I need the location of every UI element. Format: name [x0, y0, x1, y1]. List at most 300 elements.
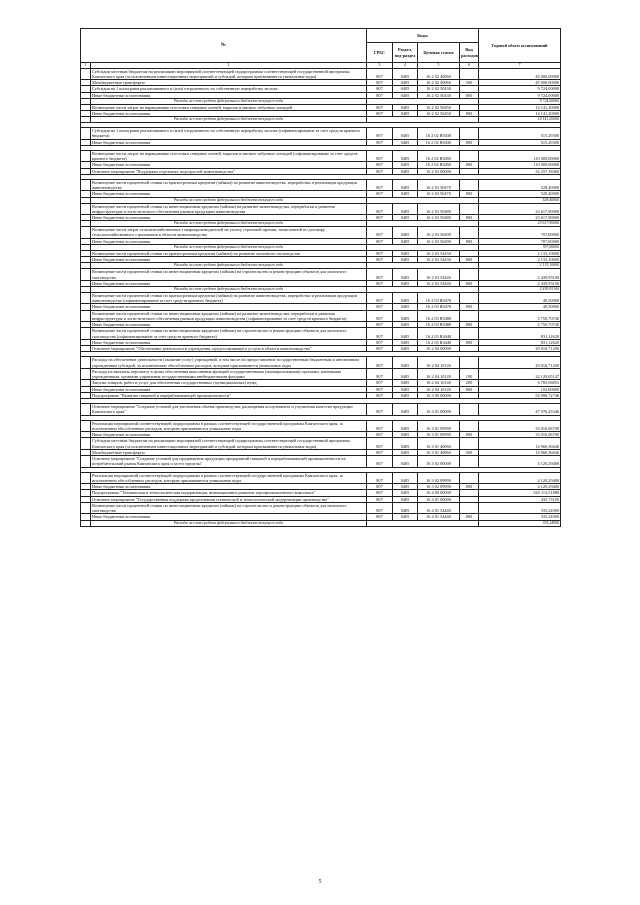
row-amount: 45 000,00000 — [479, 68, 561, 80]
row-amount: 528,40000 — [479, 179, 561, 191]
row-expense-type: 500 — [460, 449, 479, 455]
row-name: Иные бюджетные ассигнования — [91, 111, 367, 117]
row-section: 0405 — [393, 304, 418, 310]
row-amount: 32 257,18460 — [479, 168, 561, 174]
row-section: 0405 — [393, 386, 418, 392]
page-number: 5 — [318, 879, 322, 885]
row-grbs: 807 — [367, 150, 393, 162]
row-amount: 707,00000 — [479, 238, 561, 244]
row-amount: 9 724,00000 — [479, 92, 561, 98]
table-row — [81, 292, 561, 304]
row-name: Реализация мероприятий соответствующей подпрограммы в рамках соответствующей государственной программы Камчатского края, за исключением обособленных расходов, которым присваиваются уникальные коды — [91, 420, 367, 432]
row-expense-type: 100 — [460, 368, 479, 380]
row-amount: 45 000,00000 — [479, 80, 561, 86]
row-target-article: 16 2 02 40060 — [418, 68, 460, 80]
row-section: 0405 — [393, 368, 418, 380]
row-name: Основное мероприятие "Создание условий для увеличения объема производства, расширения ассортимента и улучшения качества продукции Камчатского края" — [91, 404, 367, 416]
row-expense-type — [460, 269, 479, 281]
header-grbs: ГРБС — [367, 43, 393, 63]
note-label: Расходы за счет средств федерального бюджета текущего года — [91, 117, 367, 123]
row-section: 0405 — [393, 496, 418, 502]
row-expense-type: 800 — [460, 111, 479, 117]
row-name: Основное мероприятие "Обеспечение деятельности учреждения, предоставляющего услуги в области животноводства" — [91, 346, 367, 352]
row-grbs: 807 — [367, 472, 393, 484]
row-section: 0405 — [393, 490, 418, 496]
row-amount: 33 016,06700 — [479, 420, 561, 432]
row-target-article: 16 2 03 50490 — [418, 227, 460, 239]
row-target-article: 16 2 02 50430 — [418, 92, 460, 98]
row-section: 0405 — [393, 162, 418, 168]
row-section: 0405 — [393, 111, 418, 117]
table-row — [81, 502, 561, 514]
row-expense-type — [460, 128, 479, 140]
col-num-5: 5 — [418, 63, 460, 69]
row-amount: 14 960,36646 — [479, 438, 561, 450]
row-grbs: 807 — [367, 168, 393, 174]
federal-budget-note-row — [81, 520, 561, 526]
col-num-6: 6 — [460, 63, 479, 69]
table-row — [81, 128, 561, 140]
row-grbs: 807 — [367, 292, 393, 304]
note-amount: 14 141,20000 — [479, 117, 561, 123]
row-grbs: 807 — [367, 250, 393, 256]
row-section: 0405 — [393, 328, 418, 340]
budget-document — [80, 28, 560, 527]
table-row — [81, 472, 561, 484]
row-section: 0405 — [393, 191, 418, 197]
row-section: 0405 — [393, 472, 418, 484]
row-section: 0405 — [393, 456, 418, 468]
row-section: 0405 — [393, 449, 418, 455]
row-target-article: 16 2 02 R0450 — [418, 150, 460, 162]
row-name: Расходы на обеспечение деятельности (оказание услуг) учреждений, в том числе на предоставление государственным бюджетным и автономным учреждениям субсидий, за исключением обособленных расходов, которым присваиваются уникальные коды — [91, 357, 367, 369]
table-row — [81, 179, 561, 191]
row-name: Иные бюджетные ассигнования — [91, 139, 367, 145]
row-section: 0405 — [393, 420, 418, 432]
row-number-cell — [81, 438, 91, 450]
row-name: Иные бюджетные ассигнования — [91, 215, 367, 221]
row-target-article: 16 2 04 10140 — [418, 386, 460, 392]
row-grbs: 807 — [367, 490, 393, 496]
row-section: 0405 — [393, 238, 418, 244]
col-num-4: 4 — [393, 63, 418, 69]
row-expense-type — [460, 310, 479, 322]
row-name: Иные бюджетные ассигнования — [91, 191, 367, 197]
row-amount: 2 133,10000 — [479, 250, 561, 256]
row-section: 0405 — [393, 310, 418, 322]
row-grbs: 807 — [367, 203, 393, 215]
row-amount: 110 000,00000 — [479, 162, 561, 168]
row-expense-type: 800 — [460, 484, 479, 490]
header-annual-volume: Годовой объем ассигнований — [479, 29, 561, 63]
row-amount: 435,73100 — [479, 496, 561, 502]
row-grbs: 807 — [367, 496, 393, 502]
row-target-article: 16 3 01 00000 — [418, 404, 460, 416]
row-amount: 14 960,36646 — [479, 449, 561, 455]
row-grbs: 807 — [367, 111, 393, 117]
row-target-article: 16 2 02 50450 — [418, 111, 460, 117]
row-grbs: 807 — [367, 227, 393, 239]
row-grbs: 807 — [367, 280, 393, 286]
row-section: 0405 — [393, 438, 418, 450]
note-label: Расходы за счет средств федерального бюджета текущего года — [91, 520, 367, 526]
row-section: 0405 — [393, 128, 418, 140]
row-section: 0405 — [393, 322, 418, 328]
row-grbs: 807 — [367, 484, 393, 490]
table-row — [81, 456, 561, 468]
row-grbs: 807 — [367, 128, 393, 140]
row-target-article: 16 3 01 40060 — [418, 449, 460, 455]
row-number-cell — [81, 404, 91, 416]
note-label: Расходы за счет средств федерального бюджета текущего года — [91, 221, 367, 227]
row-amount: 528,40000 — [479, 191, 561, 197]
row-expense-type — [460, 203, 479, 215]
row-amount: 29 016,71200 — [479, 357, 561, 369]
row-name: Иные бюджетные ассигнования — [91, 304, 367, 310]
row-grbs: 807 — [367, 386, 393, 392]
row-amount: 3 750,70740 — [479, 310, 561, 322]
note-label: Расходы за счет средств федерального бюджета текущего года — [91, 287, 367, 293]
row-target-article: 16 2 02 R0430 — [418, 128, 460, 140]
row-expense-type: 800 — [460, 339, 479, 345]
row-section: 0405 — [393, 203, 418, 215]
row-target-article: 16 3 02 00000 — [418, 456, 460, 468]
row-section: 0405 — [393, 502, 418, 514]
row-grbs: 807 — [367, 346, 393, 352]
row-target-article: 16 2 02 R0430 — [418, 139, 460, 145]
row-name: Иные бюджетные ассигнования — [91, 339, 367, 345]
row-expense-type — [460, 227, 479, 239]
row-section: 0405 — [393, 86, 418, 92]
row-name: Субсидия на 1 килограмм реализованного и (или) отгруженного на собственную переработку молока — [91, 86, 367, 92]
row-amount: 515,29300 — [479, 139, 561, 145]
note-label: Расходы за счет средств федерального бюджета текущего года — [91, 244, 367, 250]
row-amount: 4 120,29400 — [479, 472, 561, 484]
row-number-cell — [81, 128, 91, 140]
row-number-cell — [81, 203, 91, 215]
row-section: 0405 — [393, 104, 418, 110]
table-header — [81, 29, 561, 69]
row-grbs: 807 — [367, 438, 393, 450]
row-amount: 831,12620 — [479, 339, 561, 345]
row-target-article: 16 3 02 09990 — [418, 472, 460, 484]
row-grbs: 807 — [367, 502, 393, 514]
row-name: Возмещение части процентной ставки по инвестиционным кредитам (займам) на строительство и реконструкцию объектов для молочного скотоводства — [91, 502, 367, 514]
table-row — [81, 368, 561, 380]
row-expense-type — [460, 357, 479, 369]
row-grbs: 807 — [367, 328, 393, 340]
table-row — [81, 227, 561, 239]
row-amount: 49,50000 — [479, 304, 561, 310]
row-grbs: 807 — [367, 269, 393, 281]
row-name: Иные бюджетные ассигнования — [91, 238, 367, 244]
row-section: 0405 — [393, 92, 418, 98]
row-amount: 831,12620 — [479, 328, 561, 340]
row-grbs: 807 — [367, 257, 393, 263]
table-row — [81, 150, 561, 162]
header-codes: Коды — [367, 29, 479, 43]
row-number-cell — [81, 456, 91, 468]
row-target-article: 16 2 03 00000 — [418, 168, 460, 174]
row-name: Возмещение части затрат на наращивание поголовья северных оленей, маралов и мясных табунных лошадей — [91, 104, 367, 110]
row-grbs: 807 — [367, 86, 393, 92]
row-number-cell — [81, 328, 91, 340]
row-grbs: 807 — [367, 162, 393, 168]
row-name: Возмещение части процентной ставки по краткосрочным кредитам (займам) на развитие животноводства, переработки и реализации продукции животноводства — [91, 179, 367, 191]
row-name: Иные бюджетные ассигнования — [91, 322, 367, 328]
row-grbs: 807 — [367, 456, 393, 468]
row-expense-type — [460, 150, 479, 162]
row-grbs: 807 — [367, 92, 393, 98]
row-target-article: 16 2 03 50480 — [418, 203, 460, 215]
row-target-article: 16 2 03 50480 — [418, 215, 460, 221]
header-section: Раздел, под-раздел — [393, 43, 418, 63]
row-section: 0405 — [393, 339, 418, 345]
row-amount: 47 976,43346 — [479, 404, 561, 416]
row-name: Субсидии местным бюджетам на реализацию мероприятий соответствующей подпрограммы соответствующей государственной программы Камчатского края (за исключением инвестиционных мероприятий и субсидий, которым присваиваются уникальные коды) — [91, 68, 367, 80]
row-expense-type: 800 — [460, 386, 479, 392]
row-grbs: 807 — [367, 238, 393, 244]
row-section: 0405 — [393, 514, 418, 520]
table-row — [81, 328, 561, 340]
row-number-cell — [81, 502, 91, 514]
table-row — [81, 438, 561, 450]
row-section: 0405 — [393, 432, 418, 438]
row-amount: 2 133,10000 — [479, 257, 561, 263]
row-section: 0405 — [393, 269, 418, 281]
row-expense-type: 800 — [460, 238, 479, 244]
row-number-cell — [81, 310, 91, 322]
table-row — [81, 420, 561, 432]
row-number-cell — [81, 150, 91, 162]
row-amount: 345 113,51888 — [479, 490, 561, 496]
col-num-7: 7 — [479, 63, 561, 69]
row-name: Основное мероприятие "Поддержка отдельных подотраслей животноводства" — [91, 168, 367, 174]
row-name: Иные бюджетные ассигнования — [91, 432, 367, 438]
row-grbs: 807 — [367, 514, 393, 520]
row-target-article: 16 3 01 09990 — [418, 432, 460, 438]
row-amount: 335,24900 — [479, 502, 561, 514]
row-target-article: 16 3 02 09990 — [418, 484, 460, 490]
row-target-article: 16 2 04 10140 — [418, 368, 460, 380]
row-expense-type: 800 — [460, 432, 479, 438]
row-number-cell — [81, 520, 91, 526]
row-target-article: 16 2 03 54430 — [418, 250, 460, 256]
row-name: Расходы на выплаты персоналу в целях обеспечения выполнения функций государственными (муниципальными) органами, казенными учреждениями, органами управления государственными внебюджетными фондами — [91, 368, 367, 380]
row-expense-type: 800 — [460, 139, 479, 145]
row-amount: 515,29300 — [479, 128, 561, 140]
row-target-article: 16 2 03 50490 — [418, 238, 460, 244]
row-target-article: 16 2 03 54440 — [418, 280, 460, 286]
row-grbs: 807 — [367, 432, 393, 438]
row-target-article: 16 4 01 00000 — [418, 496, 460, 502]
row-expense-type — [460, 68, 479, 80]
row-name: Межбюджетные трансферты — [91, 449, 367, 455]
row-name: Субсидия на 1 килограмм реализованного и (или) отгруженного на собственную переработку молока (софинансирование за счет средств краевого бюджета) — [91, 128, 367, 140]
row-section: 0405 — [393, 139, 418, 145]
note-label: Расходы за счет средств федерального бюджета текущего года — [91, 197, 367, 203]
row-target-article: 16 2 04 10140 — [418, 357, 460, 369]
row-expense-type: 800 — [460, 257, 479, 263]
row-expense-type — [460, 328, 479, 340]
row-target-article: 16 2 03 R0470 — [418, 304, 460, 310]
row-section: 0405 — [393, 250, 418, 256]
row-target-article: 16 4 00 00000 — [418, 490, 460, 496]
row-expense-type — [460, 472, 479, 484]
row-grbs: 807 — [367, 339, 393, 345]
budget-table — [80, 28, 561, 527]
row-grbs: 807 — [367, 449, 393, 455]
note-amount: 2 133,10000 — [479, 263, 561, 269]
row-section: 0405 — [393, 227, 418, 239]
row-name: Закупка товаров, работ и услуг для обеспечения государственных (муниципальных) нужд — [91, 380, 367, 386]
row-grbs: 807 — [367, 322, 393, 328]
row-target-article: 16 2 03 50470 — [418, 191, 460, 197]
header-expense-type: Вид расходов — [460, 43, 479, 63]
row-name: Возмещение части процентной ставки по инвестиционным кредитам (займам) на развитие животноводства, переработки и развития инфраструктуры и логистического обеспечения рынков продукции животноводства — [91, 203, 367, 215]
row-name: Подпрограмма "Техническая и технологическая модернизация, инновационное развитие агропромышленного комплекса" — [91, 490, 367, 496]
table-row — [81, 310, 561, 322]
row-name: Подпрограмма "Развитие пищевой и перерабатывающей промышленности" — [91, 392, 367, 398]
row-name: Возмещение части процентной ставки по инвестиционным кредитам (займам) на строительство и реконструкцию объектов для молочного скотоводства — [91, 269, 367, 281]
col-num-3: 3 — [367, 63, 393, 69]
row-expense-type — [460, 502, 479, 514]
row-name: Иные бюджетные ассигнования — [91, 280, 367, 286]
row-name: Иные бюджетные ассигнования — [91, 484, 367, 490]
row-amount: 14 141,20000 — [479, 111, 561, 117]
row-expense-type — [460, 420, 479, 432]
row-amount: 335,24900 — [479, 514, 561, 520]
row-target-article: 16 2 04 00000 — [418, 346, 460, 352]
table-row — [81, 68, 561, 80]
table-row — [81, 269, 561, 281]
row-grbs: 807 — [367, 392, 393, 398]
row-section: 0405 — [393, 280, 418, 286]
row-amount: 22 129,65147 — [479, 368, 561, 380]
row-grbs: 807 — [367, 357, 393, 369]
row-section: 0405 — [393, 80, 418, 86]
row-section: 0405 — [393, 346, 418, 352]
row-section: 0405 — [393, 484, 418, 490]
table-row — [81, 203, 561, 215]
row-grbs: 807 — [367, 380, 393, 386]
row-expense-type: 800 — [460, 322, 479, 328]
note-label: Расходы за счет средств федерального бюджета текущего года — [91, 263, 367, 269]
row-expense-type: 800 — [460, 514, 479, 520]
row-name: Возмещение части затрат на наращивание поголовья северных оленей, маралов и мясных табунных лошадей (софинансирование за счет средств краевого бюджета) — [91, 150, 367, 162]
row-target-article: 16 4 01 54440 — [418, 514, 460, 520]
row-target-article: 16 2 03 54440 — [418, 269, 460, 281]
row-expense-type: 800 — [460, 280, 479, 286]
row-amount: 3 750,70740 — [479, 322, 561, 328]
row-target-article: 16 2 03 R0480 — [418, 310, 460, 322]
row-name: Иные бюджетные ассигнования — [91, 386, 367, 392]
row-number-cell — [81, 292, 91, 304]
row-grbs: 807 — [367, 368, 393, 380]
row-amount: 2 439,95100 — [479, 280, 561, 286]
row-grbs: 807 — [367, 215, 393, 221]
row-number-cell — [81, 179, 91, 191]
note-amount: 2 439,95100 — [479, 287, 561, 293]
row-target-article: 16 3 01 09990 — [418, 420, 460, 432]
note-label: Расходы за счет средств федерального бюджета текущего года — [91, 98, 367, 104]
row-expense-type: 500 — [460, 80, 479, 86]
row-name: Основное мероприятие "Создание условий для продвижения продукции предприятий пищевой и перерабатывающей промышленности на потребительский рынок Камчатского края и за его пределы" — [91, 456, 367, 468]
row-amount: 9 724,00000 — [479, 86, 561, 92]
row-number-cell — [81, 269, 91, 281]
row-expense-type: 800 — [460, 162, 479, 168]
row-section: 0405 — [393, 168, 418, 174]
col-num-1: 1 — [81, 63, 91, 69]
row-amount: 6 785,06053 — [479, 380, 561, 386]
note-amount: 335,24900 — [479, 520, 561, 526]
row-amount: 4 120,29400 — [479, 456, 561, 468]
note-amount: 23 617,90000 — [479, 221, 561, 227]
row-amount: 102,00000 — [479, 386, 561, 392]
col-num-2: 2 — [91, 63, 367, 69]
row-section: 0405 — [393, 292, 418, 304]
row-grbs: 807 — [367, 420, 393, 432]
row-target-article: 16 2 02 R0450 — [418, 162, 460, 168]
row-target-article: 16 2 02 40060 — [418, 80, 460, 86]
row-grbs: 807 — [367, 139, 393, 145]
row-target-article: 16 2 03 50470 — [418, 179, 460, 191]
row-amount: 14 141,20000 — [479, 104, 561, 110]
row-name: Возмещение части процентной ставки по краткосрочным кредитам (займам) на развитие молочного скотоводства — [91, 250, 367, 256]
row-number-cell — [81, 357, 91, 369]
note-amount: 9 724,00000 — [479, 98, 561, 104]
row-target-article: 16 2 03 R0480 — [418, 322, 460, 328]
row-section: 0405 — [393, 68, 418, 80]
row-section: 0405 — [393, 380, 418, 386]
row-name: Возмещение части процентной ставки по инвестиционным кредитам (займам) на развитие животноводства, переработки и развития инфраструктуры и логистического обеспечения рынков продукции животноводства (софинансирование за счет средств краевого бюджета) — [91, 310, 367, 322]
row-amount: 4 120,29400 — [479, 484, 561, 490]
row-target-article: 16 2 03 R4440 — [418, 339, 460, 345]
header-target-article: Целевая статья — [418, 43, 460, 63]
row-target-article: 16 2 02 50450 — [418, 104, 460, 110]
table-row — [81, 357, 561, 369]
row-amount: 23 617,90000 — [479, 203, 561, 215]
row-target-article: 16 4 01 54440 — [418, 502, 460, 514]
row-grbs: 807 — [367, 304, 393, 310]
row-number-cell — [81, 420, 91, 432]
header-number: № — [81, 29, 367, 63]
row-expense-type — [460, 179, 479, 191]
row-section: 0405 — [393, 404, 418, 416]
row-amount: 49,50000 — [479, 292, 561, 304]
row-number-cell — [81, 368, 91, 380]
row-name: Иные бюджетные ассигнования — [91, 514, 367, 520]
note-amount: 528,40000 — [479, 197, 561, 203]
row-expense-type: 200 — [460, 380, 479, 386]
row-name: Субсидии местным бюджетам на реализацию мероприятий соответствующей подпрограммы соответствующей государственной программы Камчатского края (за исключением инвестиционных мероприятий и субсидий, которым присваиваются уникальные коды) — [91, 438, 367, 450]
row-section: 0405 — [393, 257, 418, 263]
row-expense-type — [460, 404, 479, 416]
row-name: Межбюджетные трансферты — [91, 80, 367, 86]
row-grbs: 807 — [367, 179, 393, 191]
row-section: 0405 — [393, 357, 418, 369]
row-amount: 110 000,00000 — [479, 150, 561, 162]
row-target-article: 16 3 00 00000 — [418, 392, 460, 398]
table-body — [81, 68, 561, 526]
row-expense-type — [460, 456, 479, 468]
row-target-article: 16 2 04 10140 — [418, 380, 460, 386]
row-grbs: 807 — [367, 404, 393, 416]
row-expense-type — [460, 292, 479, 304]
note-amount: 707,00000 — [479, 244, 561, 250]
row-amount: 23 617,90000 — [479, 215, 561, 221]
row-section: 0405 — [393, 392, 418, 398]
